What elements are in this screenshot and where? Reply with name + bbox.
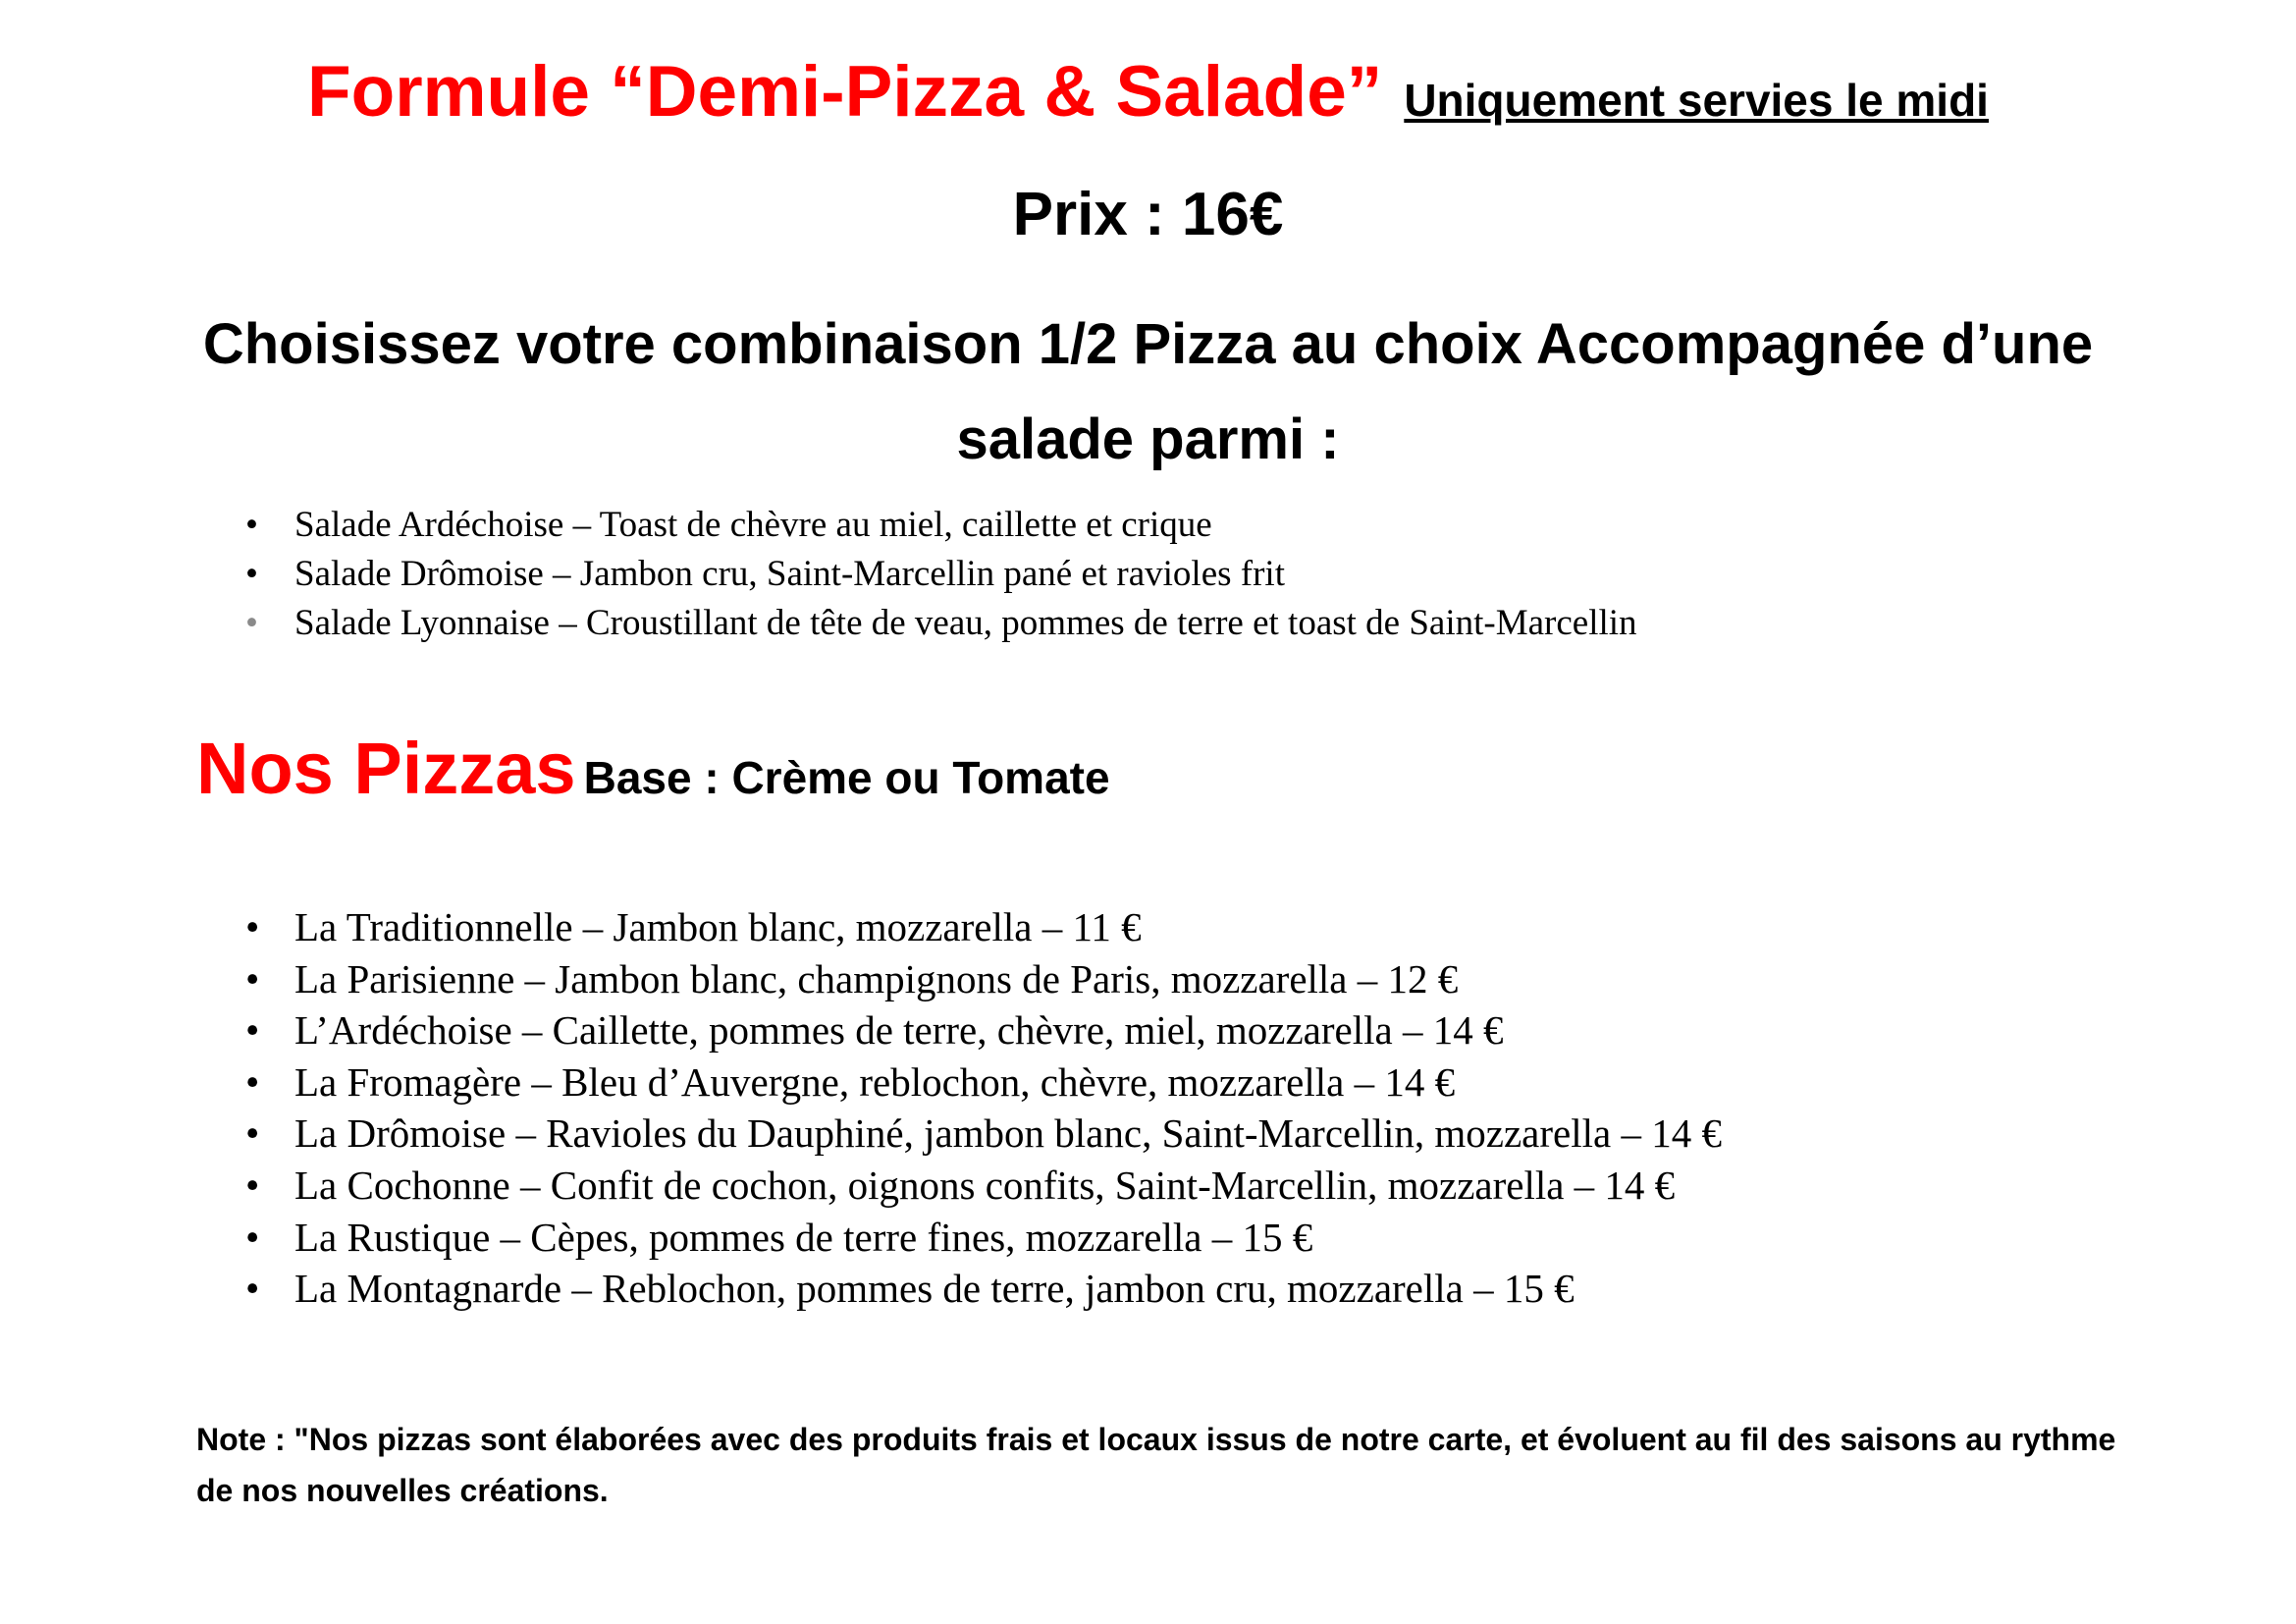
pizza-item: L’Ardéchoise – Caillette, pommes de terre, chèvre, miel, mozzarella – 14 €	[294, 1007, 1504, 1054]
list-item	[196, 550, 1637, 599]
salad-item: Salade Ardéchoise – Toast de chèvre au miel, caillette et crique	[294, 505, 1212, 545]
pizza-item: La Drômoise – Ravioles du Dauphiné, jambon blanc, Saint-Marcellin, mozzarella – 14 €	[294, 1110, 1722, 1157]
bullet-icon: •	[245, 904, 260, 949]
bullet-icon: •	[245, 505, 258, 545]
list-item	[196, 1004, 1722, 1056]
title-line	[0, 51, 2296, 133]
bullet-icon: •	[245, 1214, 260, 1260]
list-item	[196, 599, 1637, 648]
menu-note: Note : "Nos pizzas sont élaborées avec des produits frais et locaux issus de notre carte, et évoluent au fil des saisons au rythme de nos nouvelles créations.	[196, 1422, 2116, 1508]
list-item	[196, 901, 1722, 953]
bullet-icon: •	[245, 1162, 260, 1208]
pizzas-base: Base : Crème ou Tomate	[583, 752, 1110, 803]
pizza-item: La Montagnarde – Reblochon, pommes de terre, jambon cru, mozzarella – 15 €	[294, 1266, 1575, 1312]
formula-title: Formule “Demi-Pizza & Salade”	[307, 52, 1383, 132]
list-item	[196, 953, 1722, 1005]
list-item	[196, 1160, 1722, 1212]
bullet-icon: •	[245, 1058, 260, 1105]
list-item	[196, 1108, 1722, 1160]
salad-item: Salade Drômoise – Jambon cru, Saint-Marcellin pané et ravioles frit	[294, 554, 1285, 594]
bullet-icon: •	[245, 1007, 260, 1054]
bullet-icon: •	[245, 1266, 260, 1312]
lunch-only-note: Uniquement servies le midi	[1404, 75, 1989, 126]
formula-price: Prix : 16€	[1012, 181, 1284, 248]
list-item	[196, 1056, 1722, 1109]
bullet-icon: •	[245, 554, 258, 594]
salad-item: Salade Lyonnaise – Croustillant de tête de veau, pommes de terre et toast de Saint-Marcellin	[294, 603, 1637, 643]
list-item	[196, 501, 1637, 550]
pizza-item: La Traditionnelle – Jambon blanc, mozzarella – 11 €	[294, 904, 1142, 949]
pizza-item: La Rustique – Cèpes, pommes de terre fines, mozzarella – 15 €	[294, 1214, 1313, 1260]
bullet-icon: •	[245, 1110, 260, 1157]
formula-instructions: Choisissez votre combinaison 1/2 Pizza au choix Accompagnée d’une salade parmi :	[202, 312, 2094, 471]
pizza-item: La Cochonne – Confit de cochon, oignons confits, Saint-Marcellin, mozzarella – 14 €	[294, 1162, 1676, 1208]
salad-list	[196, 501, 1637, 648]
pizza-list	[196, 901, 1722, 1315]
pizzas-title: Nos Pizzas	[196, 728, 576, 809]
list-item	[196, 1263, 1722, 1315]
pizza-item: La Parisienne – Jambon blanc, champignons de Paris, mozzarella – 12 €	[294, 955, 1459, 1001]
bullet-icon: •	[245, 955, 260, 1001]
pizzas-heading	[196, 727, 1110, 810]
list-item	[196, 1212, 1722, 1264]
pizza-item: La Fromagère – Bleu d’Auvergne, reblochon, chèvre, mozzarella – 14 €	[294, 1058, 1456, 1105]
bullet-icon: •	[245, 603, 258, 643]
